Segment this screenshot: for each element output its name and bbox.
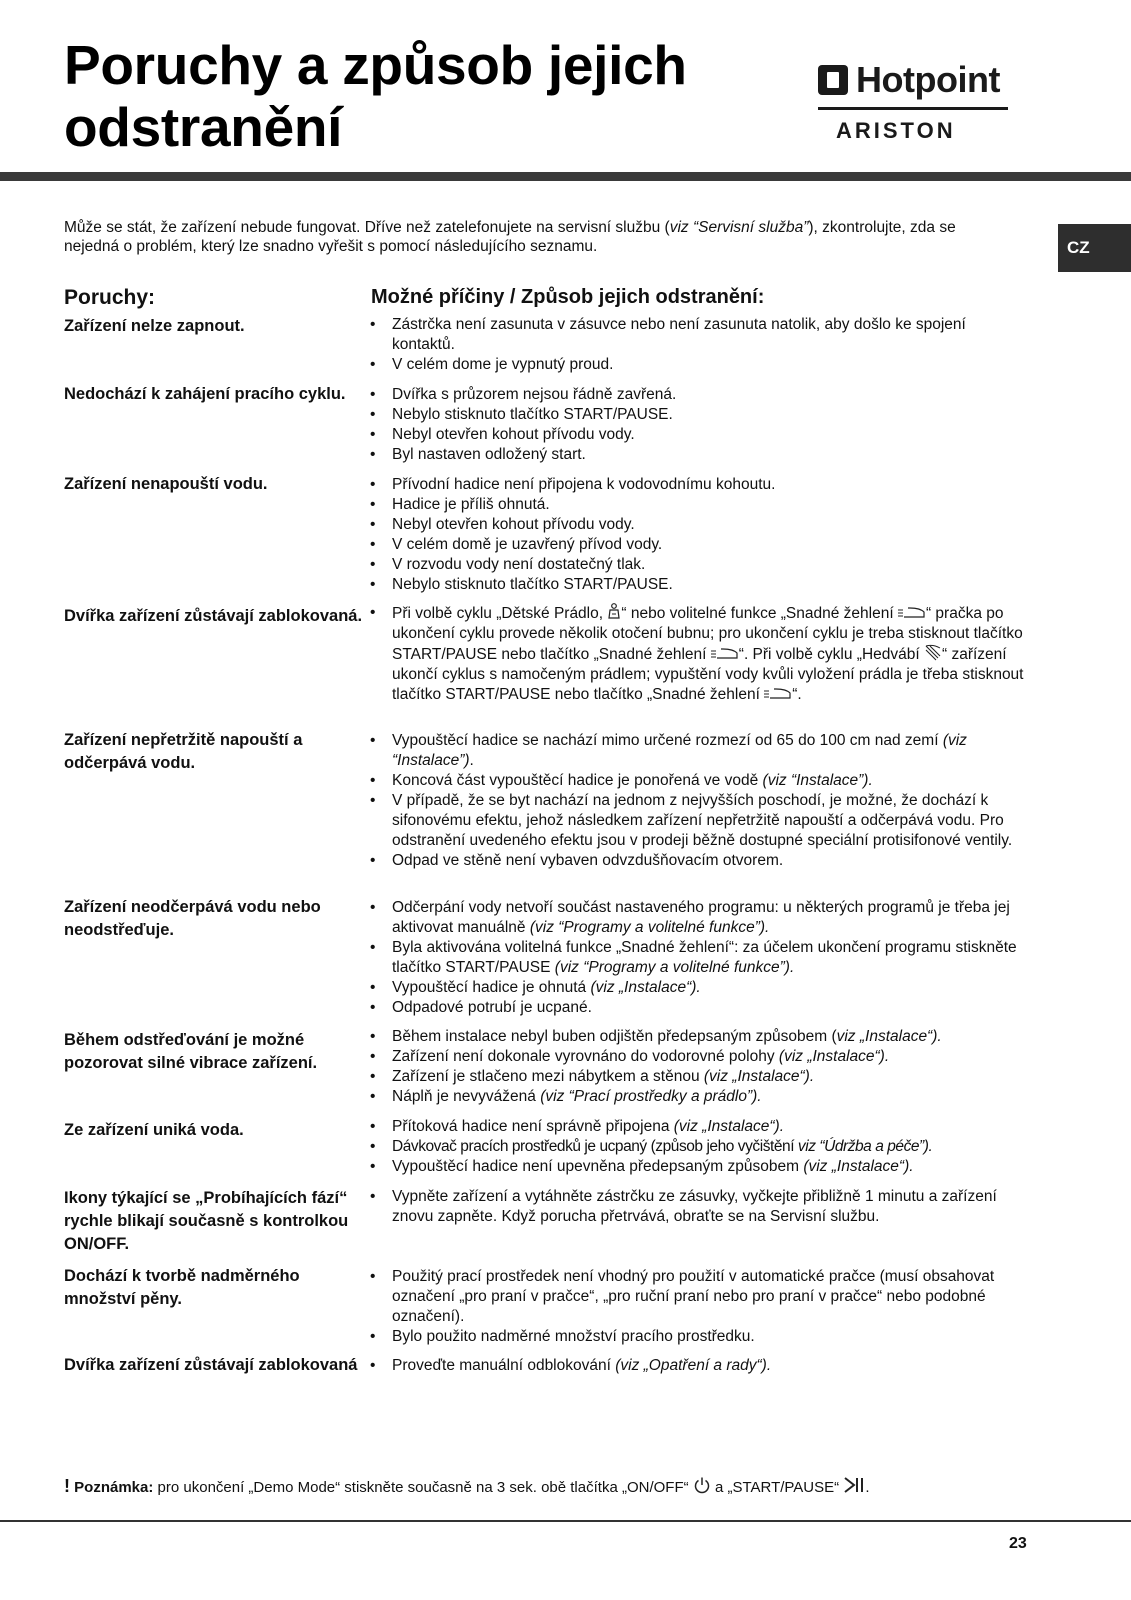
cause-item bbox=[370, 475, 1030, 495]
cause-item bbox=[370, 425, 1030, 445]
cause-text: Nebylo stisknuto tlačítko START/PAUSE. bbox=[392, 576, 673, 593]
cause-text: Nebyl otevřen kohout přívodu vody. bbox=[392, 426, 635, 443]
page-title-line2: odstranění bbox=[64, 96, 343, 158]
logo-brand-text: Hotpoint bbox=[856, 59, 1000, 100]
cause-text: Přítoková hadice není správně připojena bbox=[392, 1118, 674, 1135]
cause-ref: (viz „Instalace“). bbox=[803, 1158, 914, 1175]
causes-list bbox=[370, 731, 1030, 871]
cause-item bbox=[370, 898, 1030, 938]
cause-text: Vypněte zařízení a vytáhněte zástrčku ze zásuvky, vyčkejte přibližně 1 minutu a zařízení znovu zapněte. Když porucha přetrvává, obraťte se na Servisní službu. bbox=[392, 1188, 997, 1225]
cause-item bbox=[370, 515, 1030, 535]
cause-ref: (viz “Programy a volitelné funkce”). bbox=[554, 959, 795, 976]
cause-text: Náplň je nevyvážená bbox=[392, 1088, 541, 1105]
causes-list bbox=[370, 1267, 1030, 1347]
cause-item bbox=[370, 1327, 1030, 1347]
cause-item bbox=[370, 1267, 1030, 1327]
cause-item bbox=[370, 1117, 1030, 1137]
cause-text: Zástrčka není zasunuta v zásuvce nebo není zasunuta natolik, aby došlo ke spojení kontaktů. bbox=[392, 316, 966, 353]
causes-heading: Možné příčiny / Způsob jejich odstranění: bbox=[371, 286, 765, 308]
easy-iron-icon bbox=[764, 687, 792, 701]
causes-list bbox=[370, 385, 1030, 465]
cause-text: . bbox=[469, 752, 474, 769]
cause-item bbox=[370, 1087, 1030, 1107]
fault-label: Během odstřeďování je možné pozorovat silné vibrace zařízení. bbox=[64, 1031, 318, 1072]
cause-text: Odpadové potrubí je ucpané. bbox=[392, 999, 592, 1016]
hotpoint-logo-icon bbox=[818, 65, 848, 95]
cause-text: Použitý prací prostředek není vhodný pro použití v automatické pračce (musí obsahovat označení „pro praní v pračce“, „pro ruční praní nebo pro praní v pračce“ nebo podobné označení). bbox=[392, 1268, 995, 1325]
cause-ref: (viz “Instalace”). bbox=[762, 772, 873, 789]
cause-text: “. Při volbě cyklu „Hedvábí bbox=[738, 646, 924, 663]
cause-ref: (viz “Programy a volitelné funkce”). bbox=[529, 919, 770, 936]
cause-item bbox=[370, 575, 1030, 595]
cause-item bbox=[370, 445, 1030, 465]
page-title-line1: Poruchy a způsob jejich bbox=[64, 34, 687, 96]
child-clothes-icon bbox=[607, 603, 621, 620]
silk-icon bbox=[924, 644, 942, 661]
cause-text: Dávkovač pracích prostředků je ucpaný (způsob jeho vyčištění bbox=[392, 1138, 798, 1155]
causes-list bbox=[370, 898, 1030, 1018]
cause-item bbox=[370, 1067, 1030, 1087]
cause-item bbox=[370, 938, 1030, 978]
easy-iron-icon bbox=[711, 647, 739, 661]
note-exclamation: ! bbox=[64, 1476, 70, 1496]
cause-text: Nebylo stisknuto tlačítko START/PAUSE. bbox=[392, 406, 673, 423]
cause-text: “ zařízení ukončí cyklus s namočeným prádlem; vypuštění vody kvůli vyložení prádla je třeba stisknout tlačítko START/PAUSE nebo tlačítko „Snadné žehlení bbox=[392, 646, 1024, 703]
cause-ref: (viz „Opatření a rady“). bbox=[615, 1357, 772, 1374]
fault-label: Zařízení neodčerpává vodu nebo neodstřeďuje. bbox=[64, 898, 321, 939]
easy-iron-icon bbox=[898, 606, 926, 620]
note-text: pro ukončení „Demo Mode“ stiskněte současně na 3 sek. obě tlačítka „ON/OFF“ bbox=[153, 1479, 693, 1496]
cause-text: Dvířka s průzorem nejsou řádně zavřená. bbox=[392, 386, 677, 403]
cause-item bbox=[370, 731, 1030, 771]
cause-item bbox=[370, 1187, 1030, 1227]
cause-text: V celém domě je uzavřený přívod vody. bbox=[392, 536, 663, 553]
causes-list bbox=[370, 1356, 1030, 1376]
fault-label: Dochází k tvorbě nadměrného množství pěny. bbox=[64, 1267, 300, 1308]
cause-text: Bylo použito nadměrné množství pracího prostředku. bbox=[392, 1328, 755, 1345]
cause-ref: (viz “Instalace”) bbox=[392, 732, 967, 769]
cause-item bbox=[370, 978, 1030, 998]
fault-label: Dvířka zařízení zůstávají zablokovaná. bbox=[64, 607, 363, 625]
cause-ref: (viz „Instalace“). bbox=[673, 1118, 785, 1135]
cause-text: Při volbě cyklu „Dětské Prádlo, bbox=[392, 605, 608, 622]
intro-paragraph bbox=[64, 218, 984, 256]
cause-ref: (viz „Instalace“). bbox=[778, 1048, 890, 1065]
causes-list bbox=[370, 1117, 1030, 1177]
cause-text: V rozvodu vody není dostatečný tlak. bbox=[392, 556, 646, 573]
cause-item bbox=[370, 1356, 1030, 1376]
header-divider bbox=[0, 172, 1131, 181]
cause-text: Přívodní hadice není připojena k vodovodnímu kohoutu. bbox=[392, 476, 776, 493]
cause-text: Zařízení není dokonale vyrovnáno do vodorovné polohy bbox=[392, 1048, 779, 1065]
cause-text: Nebyl otevřen kohout přívodu vody. bbox=[392, 516, 635, 533]
cause-item bbox=[370, 315, 1030, 355]
language-tab: CZ bbox=[1058, 224, 1131, 272]
start-pause-icon bbox=[843, 1476, 865, 1494]
fault-label: Dvířka zařízení zůstávají zablokovaná bbox=[64, 1356, 358, 1374]
power-icon bbox=[693, 1476, 711, 1494]
cause-text: V případě, že se byt nachází na jednom z nejvyšších poschodí, je možné, že dochází k sifonovému efektu, jehož následkem zařízení nepřetržitě napouští a odčerpává vodu. Pro odstranění uvedeného efektu jsou v prodeji běžně dostupné speciální protisifonové ventily. bbox=[392, 792, 1013, 849]
cause-item bbox=[370, 791, 1030, 851]
cause-item bbox=[370, 1157, 1030, 1177]
causes-list bbox=[370, 603, 1030, 705]
brand-logo bbox=[818, 59, 1028, 147]
note-text: . bbox=[865, 1479, 870, 1496]
intro-text: Může se stát, že zařízení nebude fungovat. Dříve než zatelefonujete na servisní službu ( bbox=[64, 219, 670, 236]
cause-item bbox=[370, 1137, 1030, 1157]
cause-ref: (viz „Instalace“). bbox=[590, 979, 701, 996]
fault-label: Nedochází k zahájení pracího cyklu. bbox=[64, 385, 346, 403]
intro-ref: viz “Servisní služba” bbox=[669, 219, 809, 236]
note-label: Poznámka: bbox=[74, 1479, 154, 1496]
cause-text: Vypouštěcí hadice je ohnutá bbox=[392, 979, 591, 996]
cause-item bbox=[370, 603, 1030, 705]
cause-text: Hadice je příliš ohnutá. bbox=[392, 496, 550, 513]
causes-list bbox=[370, 1027, 1030, 1107]
cause-ref: (viz „Instalace“). bbox=[703, 1068, 815, 1085]
note-text: a „START/PAUSE“ bbox=[710, 1479, 844, 1496]
fault-label: Zařízení nenapouští vodu. bbox=[64, 475, 268, 493]
logo-divider bbox=[818, 107, 1008, 110]
causes-list bbox=[370, 1187, 1030, 1227]
cause-text: Odpad ve stěně není vybaven odvzdušňovacím otvorem. bbox=[392, 852, 784, 869]
cause-item bbox=[370, 355, 1030, 375]
cause-item bbox=[370, 405, 1030, 425]
intro-text-end: ), zkontrolujte, zda se nejedná o problém, který lze snadno vyřešit s pomocí následujícího seznamu. bbox=[64, 219, 956, 255]
fault-label: Zařízení nepřetržitě napouští a odčerpává vodu. bbox=[64, 731, 303, 772]
cause-text: Vypouštěcí hadice se nachází mimo určené rozmezí od 65 do 100 cm nad zemí bbox=[392, 732, 943, 749]
cause-text: Odčerpání vody netvoří součást nastaveného programu: u některých programů je třeba jej aktivovat manuálně bbox=[392, 899, 1010, 936]
cause-item bbox=[370, 555, 1030, 575]
cause-text: Byl nastaven odložený start. bbox=[392, 446, 586, 463]
cause-text: V celém dome je vypnutý proud. bbox=[392, 356, 614, 373]
cause-item bbox=[370, 495, 1030, 515]
cause-text: Byla aktivována volitelná funkce „Snadné žehlení“: za účelem ukončení programu stiskněte tlačítko START/PAUSE bbox=[392, 939, 1017, 976]
footer-divider bbox=[0, 1520, 1131, 1522]
cause-item bbox=[370, 851, 1030, 871]
cause-text: Zařízení je stlačeno mezi nábytkem a stěnou bbox=[392, 1068, 704, 1085]
fault-label: Zařízení nelze zapnout. bbox=[64, 317, 245, 335]
page-title bbox=[64, 34, 764, 158]
cause-ref: viz “Údržba a péče”). bbox=[797, 1138, 933, 1155]
cause-item bbox=[370, 385, 1030, 405]
cause-item bbox=[370, 1027, 1030, 1047]
page-number: 23 bbox=[1009, 1535, 1027, 1552]
cause-text: “ pračka po ukončení cyklu provede několik otočení bubnu; pro ukončení cyklu je treba stisknout tlačítko START/PAUSE nebo tlačítko „Snadné žehlení bbox=[392, 605, 1023, 663]
cause-ref: (viz “Prací prostředky a prádlo”). bbox=[540, 1088, 762, 1105]
cause-text: Koncová část vypouštěcí hadice je ponořená ve vodě bbox=[392, 772, 763, 789]
fault-label: Ikony týkající se „Probíhajících fází“ rychle blikají současně s kontrolkou ON/OFF. bbox=[64, 1189, 349, 1253]
cause-text: Vypouštěcí hadice není upevněna předepsaným způsobem bbox=[392, 1158, 804, 1175]
fault-label: Ze zařízení uniká voda. bbox=[64, 1121, 244, 1139]
cause-text: “. bbox=[792, 686, 802, 703]
causes-list bbox=[370, 315, 1030, 375]
cause-item bbox=[370, 1047, 1030, 1067]
cause-text: “ nebo volitelné funkce „Snadné žehlení bbox=[621, 605, 898, 622]
faults-heading: Poruchy: bbox=[64, 286, 156, 309]
cause-item bbox=[370, 998, 1030, 1018]
cause-text: Proveďte manuální odblokování bbox=[392, 1357, 616, 1374]
cause-item bbox=[370, 535, 1030, 555]
cause-item bbox=[370, 771, 1030, 791]
causes-list bbox=[370, 475, 1030, 595]
demo-mode-note bbox=[64, 1476, 1044, 1498]
cause-ref: viz „Instalace“). bbox=[836, 1028, 942, 1045]
logo-sub-text: ARISTON bbox=[836, 118, 956, 143]
cause-text: Během instalace nebyl buben odjištěn předepsaným způsobem ( bbox=[392, 1028, 837, 1045]
